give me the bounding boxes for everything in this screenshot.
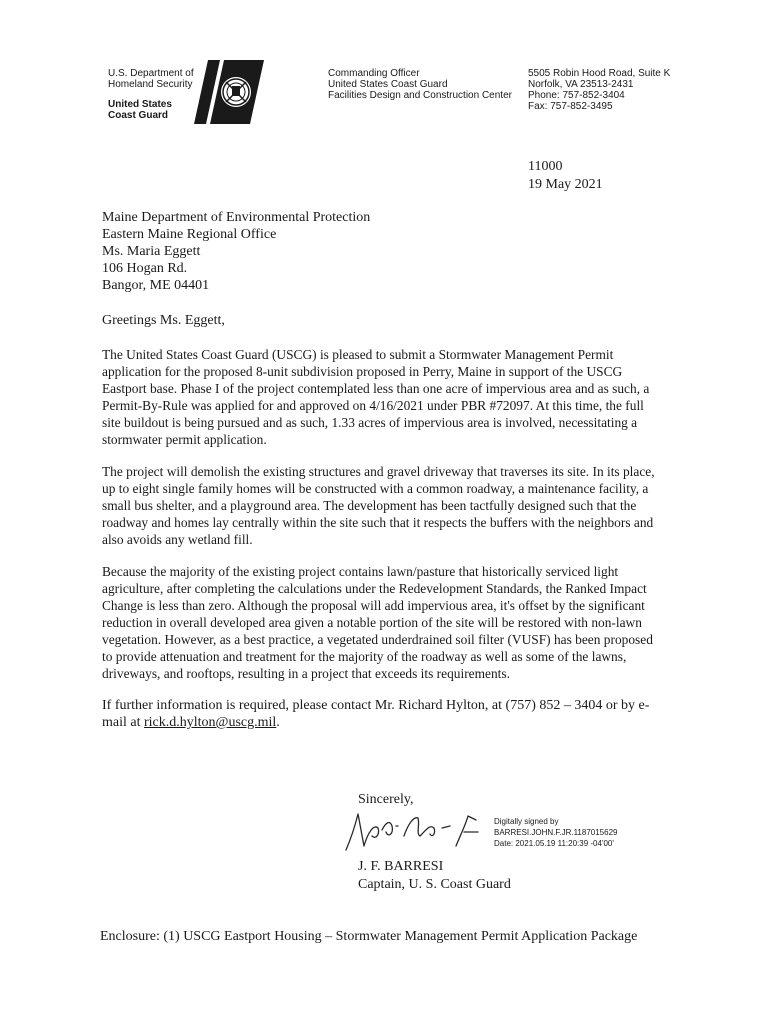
- body-paragraph: The project will demolish the existing structures and gravel driveway that traverses its site. In its place, up to eight single family homes will be constructed with a common roadway, a maintenance facility, a small bus shelter, and a playground area. The development has been tactfully designed such that the roadway and homes lay centrally within the site such that it respects the buffers with the neighbors and also avoids any wetland fill.: [102, 464, 655, 547]
- signer-name: J. F. BARRESI: [358, 859, 444, 874]
- digital-signature-line: Date: 2021.05.19 11:20:39 -04'00': [494, 839, 614, 848]
- recipient-line: Bangor, ME 04401: [102, 278, 210, 293]
- contact-end: .: [276, 715, 280, 730]
- digital-signature-line: BARRESI.JOHN.F.JR.1187015629: [494, 828, 618, 837]
- contact-paragraph: [102, 697, 662, 731]
- branch-line-2: Coast Guard: [108, 110, 169, 121]
- enclosure-line: Enclosure: (1) USCG Eastport Housing – Stormwater Management Permit Application Package: [100, 929, 638, 944]
- reference-block: [528, 158, 603, 194]
- branch-line-1: United States: [108, 99, 172, 110]
- agency-line-1: U.S. Department of: [108, 68, 194, 79]
- recipient-line: 106 Hogan Rd.: [102, 261, 188, 276]
- handwritten-signature: [338, 806, 498, 856]
- closing: Sincerely,: [358, 792, 414, 807]
- reference-code: 11000: [528, 159, 563, 174]
- contact-text: If further information is required, please contact Mr. Richard Hylton, at (757) 852 – 3404 or by e-mail at: [102, 698, 650, 730]
- digital-signature-block: [494, 816, 617, 849]
- greeting: Greetings Ms. Eggett,: [102, 313, 225, 328]
- coast-guard-logo: [194, 60, 266, 126]
- office-line-3: Facilities Design and Construction Center: [328, 90, 512, 101]
- office-line-2: United States Coast Guard: [328, 79, 448, 90]
- agency-name: [108, 68, 194, 90]
- signer-block: [358, 858, 511, 894]
- contact-address: 5505 Robin Hood Road, Suite K: [528, 68, 671, 79]
- contact-phone: Phone: 757-852-3404: [528, 90, 625, 101]
- office-line-1: Commanding Officer: [328, 68, 420, 79]
- branch-name: [108, 99, 172, 121]
- letter-body: [102, 346, 662, 746]
- digital-signature-line: Digitally signed by: [494, 817, 559, 826]
- contact-fax: Fax: 757-852-3495: [528, 101, 613, 112]
- recipient-line: Eastern Maine Regional Office: [102, 227, 277, 242]
- recipient-line: Maine Department of Environmental Protection: [102, 210, 371, 225]
- recipient-address: [102, 209, 370, 294]
- body-paragraph: The United States Coast Guard (USCG) is pleased to submit a Stormwater Management Permit application for the proposed 8-unit subdivision proposed in Perry, Maine in support of the USCG Eastport base. Phase I of the project contemplated less than one acre of impervious area and as such, a Permit-By-Rule was applied for and approved on 4/16/2021 under PBR #72097. At this time, the full site buildout is being pursued and as such, 1.33 acres of impervious area is involved, necessitating a stormwater permit application.: [102, 347, 650, 447]
- contact-city: Norfolk, VA 23513-2431: [528, 79, 634, 90]
- agency-line-2: Homeland Security: [108, 79, 193, 90]
- letter-date: 19 May 2021: [528, 177, 603, 192]
- email-link[interactable]: rick.d.hylton@uscg.mil: [144, 715, 277, 730]
- recipient-line: Ms. Maria Eggett: [102, 244, 201, 259]
- office-block: [328, 68, 512, 101]
- contact-block: [528, 68, 670, 112]
- body-paragraph: Because the majority of the existing project contains lawn/pasture that historically serviced light agriculture, after completing the calculations under the Redevelopment Standards, the Ranked Impact Change is less than zero. Although the proposal will add impervious area, it's offset by the significant reduction in overall developed area given a notable portion of the site will be restored with non-lawn vegetation. However, as a best practice, a vegetated underdrained soil filter (VUSF) has been proposed to provide attenuation and treatment for the majority of the roadway as well as some of the lawns, driveways, and rooftops, resulting in a project that exceeds its requirements.: [102, 564, 653, 681]
- signer-title: Captain, U. S. Coast Guard: [358, 877, 511, 892]
